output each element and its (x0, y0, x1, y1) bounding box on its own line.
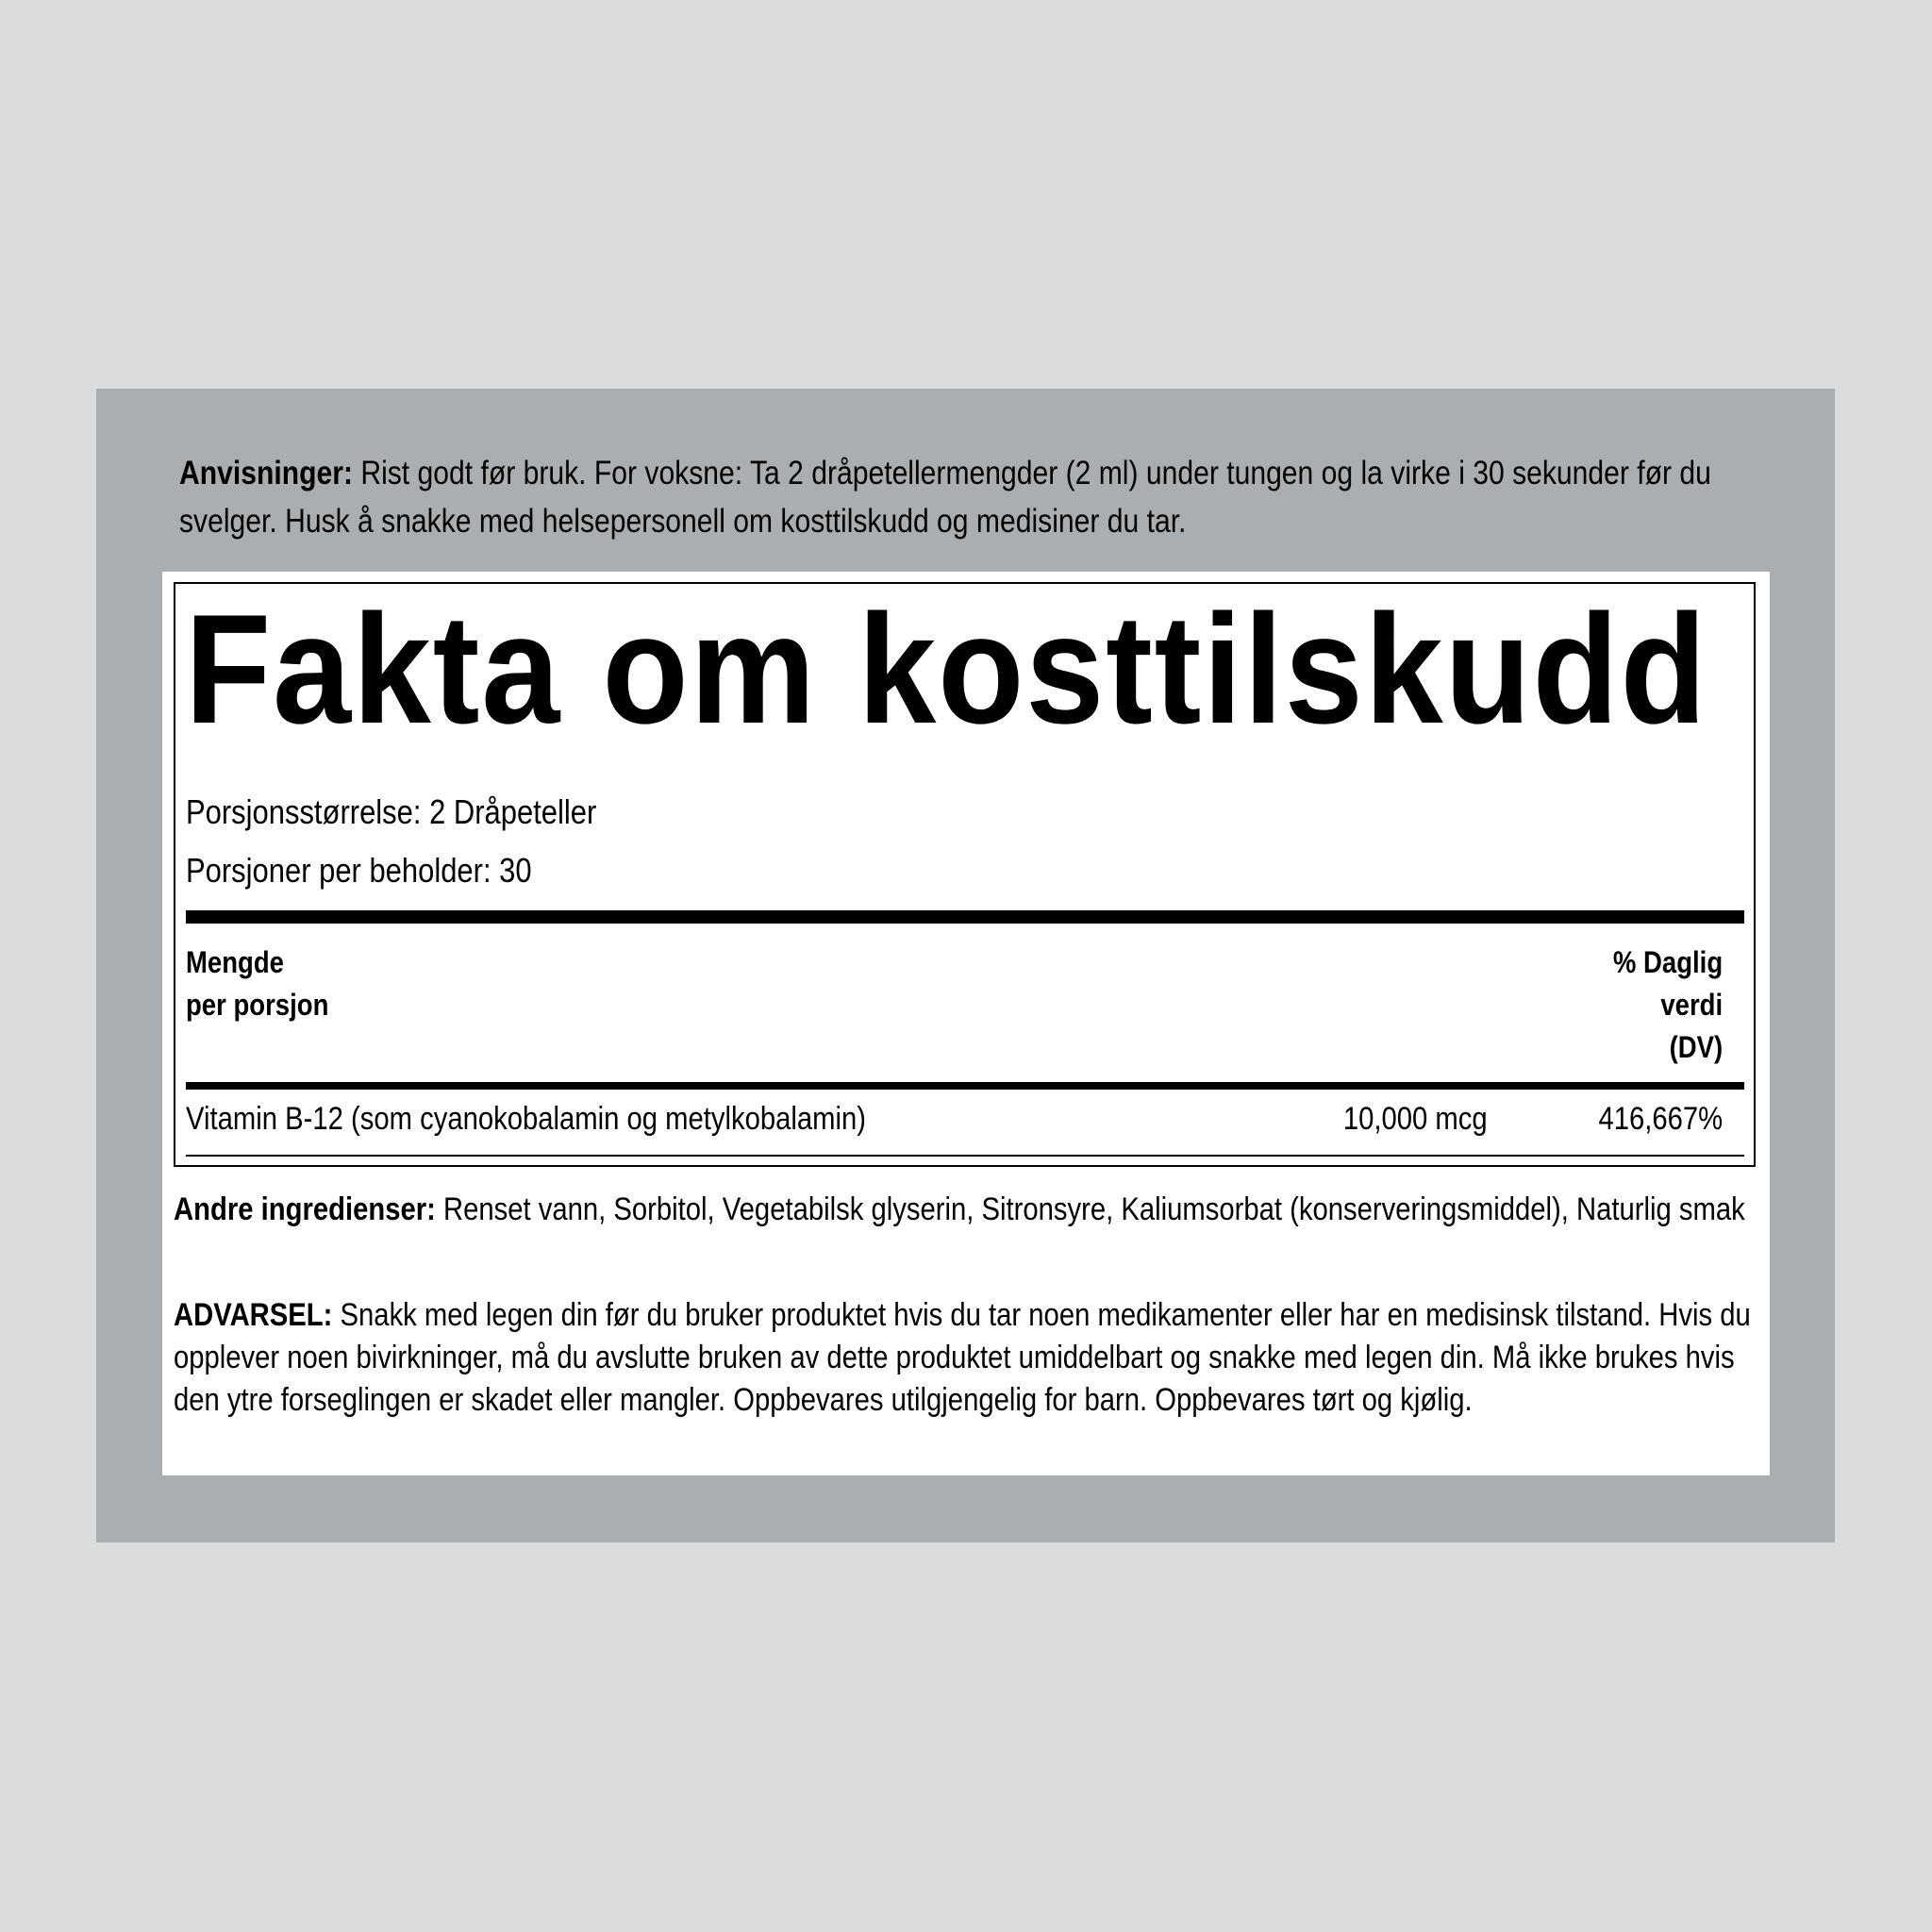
dv-header-line1: % Daglig (1612, 945, 1723, 979)
servings-per-container: Porsjoner per beholder: 30 (186, 851, 532, 890)
facts-title: Fakta om kosttilskudd (185, 582, 1708, 756)
amount-header-line1: Mengde (186, 945, 284, 979)
directions-label: Anvisninger: (179, 455, 353, 491)
directions-body: Rist godt før bruk. For voksne: Ta 2 dråpetellermengder (2 ml) under tungen og la virke i 30 sekunder før du svelger. Husk å snakke med helsepersonell om kosttilskudd og medisiner du tar. (179, 455, 1711, 540)
warning-body: Snakk med legen din før du bruker produktet hvis du tar noen medikamenter eller har en medisinsk tilstand. Hvis du opplever noen bivirkninger, må du avslutte bruken av dette produktet umiddelbart og snakke med legen din. Må ikke brukes hvis den ytre forseglingen er skadet eller mangler. Oppbevares utilgjengelig for barn. Oppbevares tørt og kjølig. (174, 1297, 1751, 1418)
warning-label: ADVARSEL: (174, 1297, 333, 1333)
nutrient-name: Vitamin B-12 (som cyanokobalamin og metylkobalamin) (186, 1101, 867, 1137)
dv-header-line2: verdi (1660, 988, 1723, 1022)
warning-text (174, 1294, 1756, 1422)
nutrient-daily-value: 416,667% (1598, 1101, 1723, 1137)
daily-value-header (1613, 941, 1723, 1069)
nutrient-amount: 10,000 mcg (1343, 1101, 1488, 1137)
other-ingredients (174, 1189, 1756, 1231)
divider-thick (186, 910, 1744, 924)
divider-thin (186, 1155, 1744, 1157)
directions-text (179, 449, 1770, 545)
dv-header-line3: (DV) (1669, 1030, 1723, 1064)
other-ingredients-text: Renset vann, Sorbitol, Vegetabilsk glyserin, Sitronsyre, Kaliumsorbat (konserveringsmiddel), Naturlig smak (435, 1191, 1745, 1227)
divider-medium (186, 1082, 1744, 1090)
serving-size: Porsjonsstørrelse: 2 Dråpeteller (186, 792, 597, 831)
amount-per-serving-header (186, 941, 328, 1026)
other-ingredients-label: Andre ingredienser: (174, 1191, 436, 1227)
amount-header-line2: per porsjon (186, 988, 329, 1022)
